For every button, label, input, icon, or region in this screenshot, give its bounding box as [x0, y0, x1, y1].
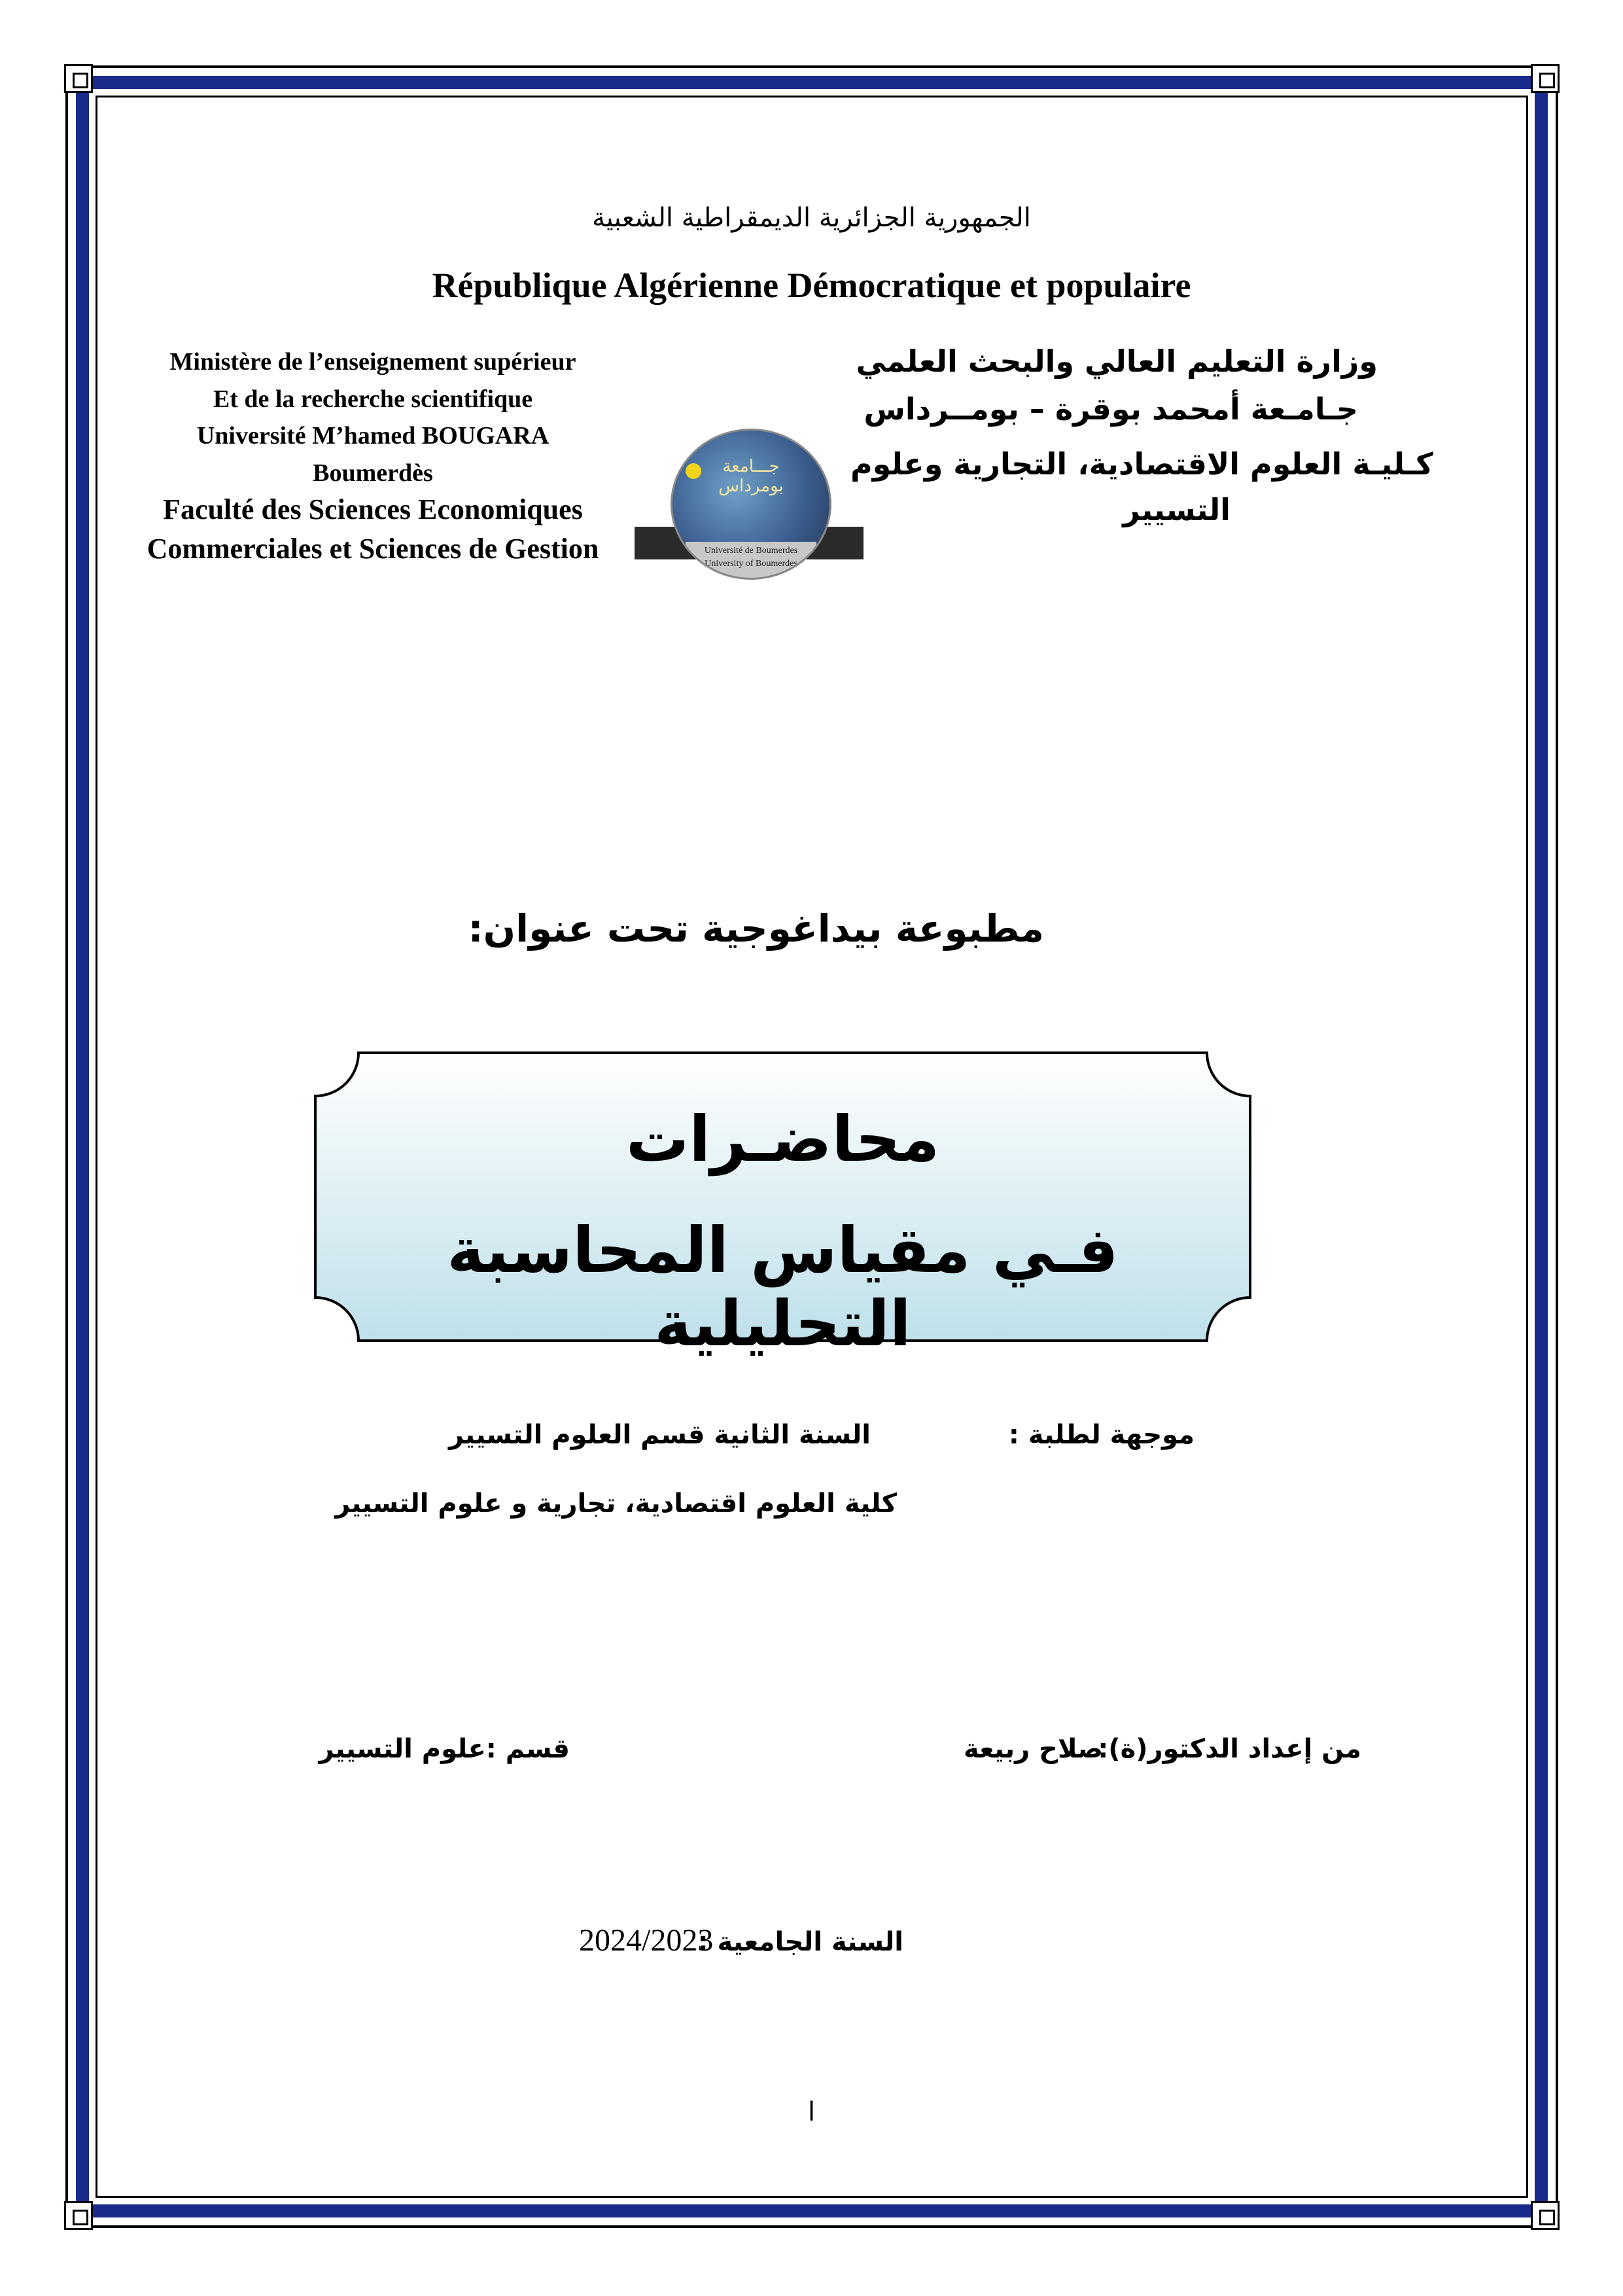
academic-year-value: 2024/2023	[579, 1923, 714, 1958]
frame-corner-bottom-right	[1531, 2201, 1560, 2230]
fr-ministry-line2: Et de la recherche scientifique	[213, 385, 533, 413]
ar-faculty-line1: كـليـة العلوم الاقتصادية، التجارية وعلوم	[850, 446, 1433, 482]
author-label: من إعداد الدكتور(ة):	[1098, 1734, 1361, 1764]
logo-arabic-text: جـــامعة بومرداس	[718, 457, 784, 496]
fr-city-name: Boumerdès	[313, 459, 433, 487]
title-line2: فـي مقياس المحاسبة التحليلية	[447, 1214, 1119, 1360]
frame-corner-top-left	[64, 64, 93, 93]
logo-emblem	[671, 429, 831, 580]
frame-corner-top-right	[1531, 64, 1560, 93]
fr-faculty-line1: Faculté des Sciences Economiques	[163, 493, 583, 525]
french-republic-heading: République Algérienne Démocratique et populaire	[432, 266, 1191, 305]
fr-faculty-line2: Commerciales et Sciences de Gestion	[147, 533, 599, 565]
frame-corner-bottom-left	[64, 2201, 93, 2230]
logo-caption-line2: University of Boumerdes	[705, 559, 797, 569]
fr-ministry-line1: Ministère de l’enseignement supérieur	[169, 348, 576, 376]
author-department: قسم :علوم التسيير	[319, 1734, 570, 1764]
university-logo	[635, 419, 864, 579]
page-number: ا	[807, 2097, 816, 2127]
audience-label: موجهة لطلبة :	[1008, 1420, 1195, 1450]
audience-year: السنة الثانية قسم العلوم التسيير	[449, 1420, 871, 1450]
arabic-republic-heading: الجمهورية الجزائرية الديمقراطية الشعبية	[592, 203, 1031, 233]
title-box	[313, 1050, 1253, 1360]
audience-faculty: كلية العلوم اقتصادية، تجارية و علوم التسيير	[335, 1489, 897, 1519]
title-line1: محاضـرات	[625, 1103, 940, 1176]
ar-faculty-line2: التسيير	[1123, 492, 1230, 527]
fr-university-name: Université M’hamed BOUGARA	[196, 422, 550, 450]
document-subtitle: مطبوعة بيداغوجية تحت عنوان:	[468, 906, 1044, 951]
ar-ministry-line: وزارة التعليم العالي والبحث العلمي	[856, 344, 1378, 379]
logo-caption	[686, 542, 816, 578]
academic-year-label: السنة الجامعية :	[697, 1927, 903, 1957]
ar-university-line: جـامـعة أمحمد بوقرة – بومــرداس	[864, 391, 1358, 427]
author-name: صلاح ربيعة	[964, 1734, 1103, 1764]
logo-caption-line1: Université de Boumerdes	[704, 546, 798, 556]
